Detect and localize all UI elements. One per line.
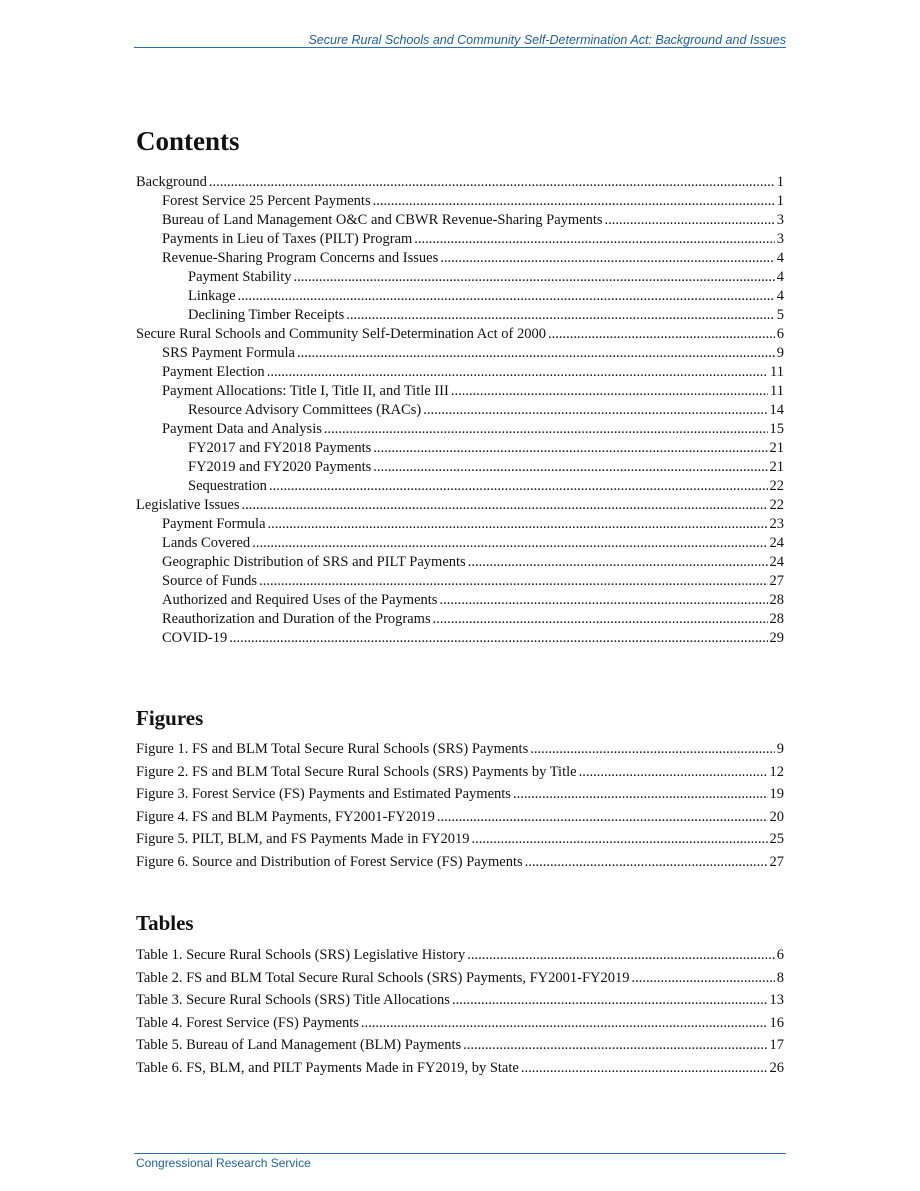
figure-entry[interactable] xyxy=(136,783,784,806)
contents-entry-page-number: 9 xyxy=(776,345,784,361)
dot-leader xyxy=(324,420,768,439)
table-entry-label: Table 4. Forest Service (FS) Payments xyxy=(136,1014,359,1031)
contents-entry[interactable] xyxy=(136,344,784,363)
contents-entry-label: Forest Service 25 Percent Payments xyxy=(162,193,371,209)
contents-entry[interactable] xyxy=(136,439,784,458)
contents-entry-label: Revenue-Sharing Program Concerns and Issues xyxy=(162,250,439,266)
contents-entry[interactable] xyxy=(136,534,784,553)
dot-leader xyxy=(437,806,768,829)
contents-entry-page-number: 27 xyxy=(769,573,784,589)
contents-entry-label: Lands Covered xyxy=(162,535,251,551)
contents-entry-label: Reauthorization and Duration of the Programs xyxy=(162,611,431,627)
table-entry[interactable] xyxy=(136,989,784,1012)
dot-leader xyxy=(267,363,768,382)
contents-entry[interactable] xyxy=(136,363,784,382)
dot-leader xyxy=(439,591,767,610)
contents-entry[interactable] xyxy=(136,572,784,591)
contents-entry-page-number: 11 xyxy=(770,364,784,380)
figure-entry-label: Figure 2. FS and BLM Total Secure Rural Schools (SRS) Payments by Title xyxy=(136,763,577,780)
contents-entry-page-number: 4 xyxy=(776,250,784,266)
dot-leader xyxy=(472,828,768,851)
contents-entry[interactable] xyxy=(136,230,784,249)
contents-entry-page-number: 4 xyxy=(776,288,784,304)
table-entry-page-number: 6 xyxy=(776,947,784,963)
contents-entry-page-number: 21 xyxy=(769,459,784,475)
dot-leader xyxy=(297,344,775,363)
contents-entry-label: Legislative Issues xyxy=(136,497,240,513)
contents-entry-page-number: 5 xyxy=(776,307,784,323)
table-entry-page-number: 16 xyxy=(769,1014,784,1031)
figure-entry-page-number: 20 xyxy=(769,808,784,825)
contents-entry-label: Background xyxy=(136,174,207,190)
contents-entry-label: Payment Allocations: Title I, Title II, and Title III xyxy=(162,383,449,399)
dot-leader xyxy=(361,1012,768,1035)
figure-entry-page-number: 19 xyxy=(769,786,784,802)
dot-leader xyxy=(346,306,774,325)
contents-entry-page-number: 22 xyxy=(769,497,784,513)
contents-entry-page-number: 21 xyxy=(769,440,784,456)
figure-entry[interactable] xyxy=(136,806,784,829)
figure-entry-label: Figure 3. Forest Service (FS) Payments and Estimated Payments xyxy=(136,786,511,802)
figure-entry[interactable] xyxy=(136,828,784,851)
figure-entry-page-number: 12 xyxy=(769,763,784,780)
dot-leader xyxy=(252,534,767,553)
contents-entry-label: Declining Timber Receipts xyxy=(188,307,345,323)
dot-leader xyxy=(373,458,767,477)
contents-entry-label: Linkage xyxy=(188,288,236,304)
dot-leader xyxy=(513,783,768,806)
contents-entry[interactable] xyxy=(136,515,784,534)
contents-entry[interactable] xyxy=(136,610,784,629)
table-entry[interactable] xyxy=(136,1057,784,1080)
figure-entry[interactable] xyxy=(136,851,784,874)
figure-entry-page-number: 9 xyxy=(776,741,784,757)
dot-leader xyxy=(259,572,767,591)
contents-entry-page-number: 4 xyxy=(776,269,784,285)
figure-entry[interactable] xyxy=(136,738,784,761)
dot-leader xyxy=(525,851,768,874)
contents-title: Contents xyxy=(136,126,240,156)
table-entry-label: Table 1. Secure Rural Schools (SRS) Legislative History xyxy=(136,947,466,963)
contents-entry-page-number: 3 xyxy=(776,231,784,247)
contents-entry-page-number: 6 xyxy=(776,326,784,342)
dot-leader xyxy=(294,268,775,287)
contents-entry-page-number: 14 xyxy=(769,402,784,418)
figure-entry[interactable] xyxy=(136,761,784,784)
contents-entry[interactable] xyxy=(136,249,784,268)
contents-entry[interactable] xyxy=(136,268,784,287)
contents-entry[interactable] xyxy=(136,401,784,420)
table-entry[interactable] xyxy=(136,967,784,990)
contents-entry-page-number: 22 xyxy=(769,478,784,494)
contents-entry[interactable] xyxy=(136,382,784,401)
dot-leader xyxy=(521,1057,768,1080)
dot-leader xyxy=(579,761,768,784)
table-entry-label: Table 2. FS and BLM Total Secure Rural Schools (SRS) Payments, FY2001-FY2019 xyxy=(136,969,630,986)
dot-leader xyxy=(433,610,768,629)
table-entry[interactable] xyxy=(136,1034,784,1057)
dot-leader xyxy=(238,287,775,306)
contents-list xyxy=(136,173,784,648)
contents-entry[interactable] xyxy=(136,629,784,648)
table-entry-label: Table 6. FS, BLM, and PILT Payments Made in FY2019, by State xyxy=(136,1059,519,1076)
running-header: Secure Rural Schools and Community Self-Determination Act: Background and Issues xyxy=(308,33,786,47)
table-entry-label: Table 5. Bureau of Land Management (BLM) Payments xyxy=(136,1037,462,1053)
contents-entry-label: Payments in Lieu of Taxes (PILT) Program xyxy=(162,231,413,247)
dot-leader xyxy=(229,629,767,648)
dot-leader xyxy=(373,192,775,211)
footer-rule xyxy=(134,1153,786,1154)
contents-entry-label: Bureau of Land Management O&C and CBWR Revenue-Sharing Payments xyxy=(162,212,603,228)
figure-entry-label: Figure 1. FS and BLM Total Secure Rural Schools (SRS) Payments xyxy=(136,741,529,757)
figure-entry-label: Figure 4. FS and BLM Payments, FY2001-FY2019 xyxy=(136,808,435,825)
figures-list xyxy=(136,738,784,873)
contents-entry-label: Authorized and Required Uses of the Payments xyxy=(162,592,438,608)
table-entry-page-number: 26 xyxy=(769,1059,784,1076)
contents-entry-page-number: 28 xyxy=(769,592,784,608)
table-entry-page-number: 8 xyxy=(776,969,784,986)
contents-entry-page-number: 24 xyxy=(769,554,784,570)
contents-entry[interactable] xyxy=(136,496,784,515)
contents-entry-page-number: 23 xyxy=(769,516,784,532)
table-entry-label: Table 3. Secure Rural Schools (SRS) Title Allocations xyxy=(136,992,450,1008)
table-entry[interactable] xyxy=(136,1012,784,1035)
tables-list xyxy=(136,944,784,1079)
contents-entry-label: FY2017 and FY2018 Payments xyxy=(188,440,372,456)
dot-leader xyxy=(209,173,775,192)
dot-leader xyxy=(242,496,768,515)
contents-entry-label: Payment Election xyxy=(162,364,265,380)
figures-title: Figures xyxy=(136,706,204,730)
contents-entry-label: Payment Formula xyxy=(162,516,266,532)
figure-entry-page-number: 27 xyxy=(769,853,784,870)
figure-entry-label: Figure 6. Source and Distribution of Forest Service (FS) Payments xyxy=(136,853,523,870)
dot-leader xyxy=(463,1034,767,1057)
contents-entry-page-number: 3 xyxy=(776,212,784,228)
contents-entry-page-number: 28 xyxy=(769,611,784,627)
contents-entry-page-number: 29 xyxy=(769,630,784,646)
table-entry-page-number: 13 xyxy=(769,992,784,1008)
contents-entry-page-number: 11 xyxy=(770,383,784,399)
contents-entry[interactable] xyxy=(136,211,784,230)
table-entry-page-number: 17 xyxy=(769,1037,784,1053)
contents-entry[interactable] xyxy=(136,477,784,496)
contents-entry-label: Resource Advisory Committees (RACs) xyxy=(188,402,422,418)
contents-entry[interactable] xyxy=(136,458,784,477)
dot-leader xyxy=(451,382,768,401)
dot-leader xyxy=(373,439,767,458)
dot-leader xyxy=(269,477,768,496)
contents-entry[interactable] xyxy=(136,192,784,211)
contents-entry-label: Geographic Distribution of SRS and PILT Payments xyxy=(162,554,466,570)
contents-entry[interactable] xyxy=(136,173,784,192)
figure-entry-page-number: 25 xyxy=(769,831,784,847)
contents-entry-label: Payment Data and Analysis xyxy=(162,421,322,437)
dot-leader xyxy=(605,211,775,230)
contents-entry-page-number: 15 xyxy=(769,421,784,437)
dot-leader xyxy=(548,325,775,344)
contents-entry[interactable] xyxy=(136,287,784,306)
contents-entry-label: Secure Rural Schools and Community Self-Determination Act of 2000 xyxy=(136,326,546,342)
contents-entry[interactable] xyxy=(136,553,784,572)
dot-leader xyxy=(423,401,767,420)
dot-leader xyxy=(268,515,768,534)
footer-text: Congressional Research Service xyxy=(136,1156,311,1170)
contents-entry-label: COVID-19 xyxy=(162,630,228,646)
contents-entry-label: Payment Stability xyxy=(188,269,292,285)
dot-leader xyxy=(467,944,775,967)
dot-leader xyxy=(440,249,775,268)
dot-leader xyxy=(530,738,775,761)
dot-leader xyxy=(452,989,768,1012)
dot-leader xyxy=(632,967,775,990)
dot-leader xyxy=(414,230,774,249)
table-entry[interactable] xyxy=(136,944,784,967)
contents-entry-label: Sequestration xyxy=(188,478,267,494)
dot-leader xyxy=(468,553,768,572)
figure-entry-label: Figure 5. PILT, BLM, and FS Payments Made in FY2019 xyxy=(136,831,470,847)
tables-title: Tables xyxy=(136,911,194,935)
contents-entry-page-number: 1 xyxy=(776,174,784,190)
contents-entry-page-number: 24 xyxy=(769,535,784,551)
contents-entry[interactable] xyxy=(136,420,784,439)
header-rule xyxy=(134,47,786,48)
contents-entry[interactable] xyxy=(136,306,784,325)
contents-entry-label: FY2019 and FY2020 Payments xyxy=(188,459,372,475)
contents-entry-label: SRS Payment Formula xyxy=(162,345,295,361)
contents-entry[interactable] xyxy=(136,325,784,344)
contents-entry-page-number: 1 xyxy=(776,193,784,209)
contents-entry-label: Source of Funds xyxy=(162,573,258,589)
contents-entry[interactable] xyxy=(136,591,784,610)
